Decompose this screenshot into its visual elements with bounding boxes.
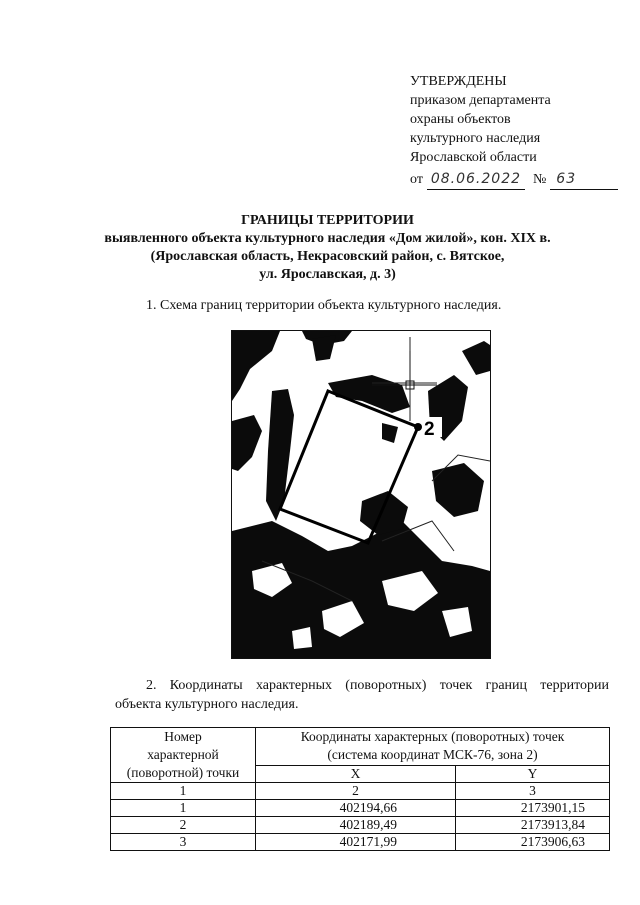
section-1-heading: 1. Схема границ территории объекта культурного наследия. [146,298,502,313]
title-line: ул. Ярославская, д. 3) [259,267,396,282]
approval-date: 08.06.2022 [427,170,525,190]
table-index-row: 1 2 3 [111,783,610,800]
document-title [60,212,595,284]
approval-block [410,72,618,190]
approval-line: приказом департамента [410,93,551,108]
approval-heading: УТВЕРЖДЕНЫ [410,74,507,89]
coordinates-table [110,727,610,851]
table-row: 2 402189,49 2173913,84 [111,817,610,834]
title-line: выявленного объекта культурного наследия «Дом жилой», кон. XIX в. [104,231,551,246]
approval-line: культурного наследия [410,131,541,146]
y-header: Y [456,765,610,782]
section-2-line: объекта культурного наследия. [115,697,299,712]
section-2-text [115,676,609,714]
number-label: № [532,172,547,187]
table-row: 3 402171,99 2173906,63 [111,834,610,851]
section-2-line: 2. Координаты характерных (поворотных) точек границ территории [146,678,609,693]
approval-number: 63 [550,170,618,190]
boundary-point-2 [414,423,422,431]
approval-line: охраны объектов [410,112,511,127]
coords-header: Координаты характерных (поворотных) точек (система координат МСК-76, зона 2) [256,728,610,766]
title-line: (Ярославская область, Некрасовский район, с. Вятское, [150,249,505,264]
approval-line: Ярославской области [410,150,537,165]
boundary-scheme-map [231,330,491,659]
table-row: 1 402194,66 2173901,15 [111,800,610,817]
approval-date-row [410,170,618,190]
date-prefix: от [410,172,423,187]
title-line: ГРАНИЦЫ ТЕРРИТОРИИ [241,213,414,228]
point-label: 2 [424,419,435,440]
scheme-image [232,331,490,658]
x-header: X [256,765,456,782]
col-point-number-header: Номер характерной (поворотной) точки [111,728,256,783]
